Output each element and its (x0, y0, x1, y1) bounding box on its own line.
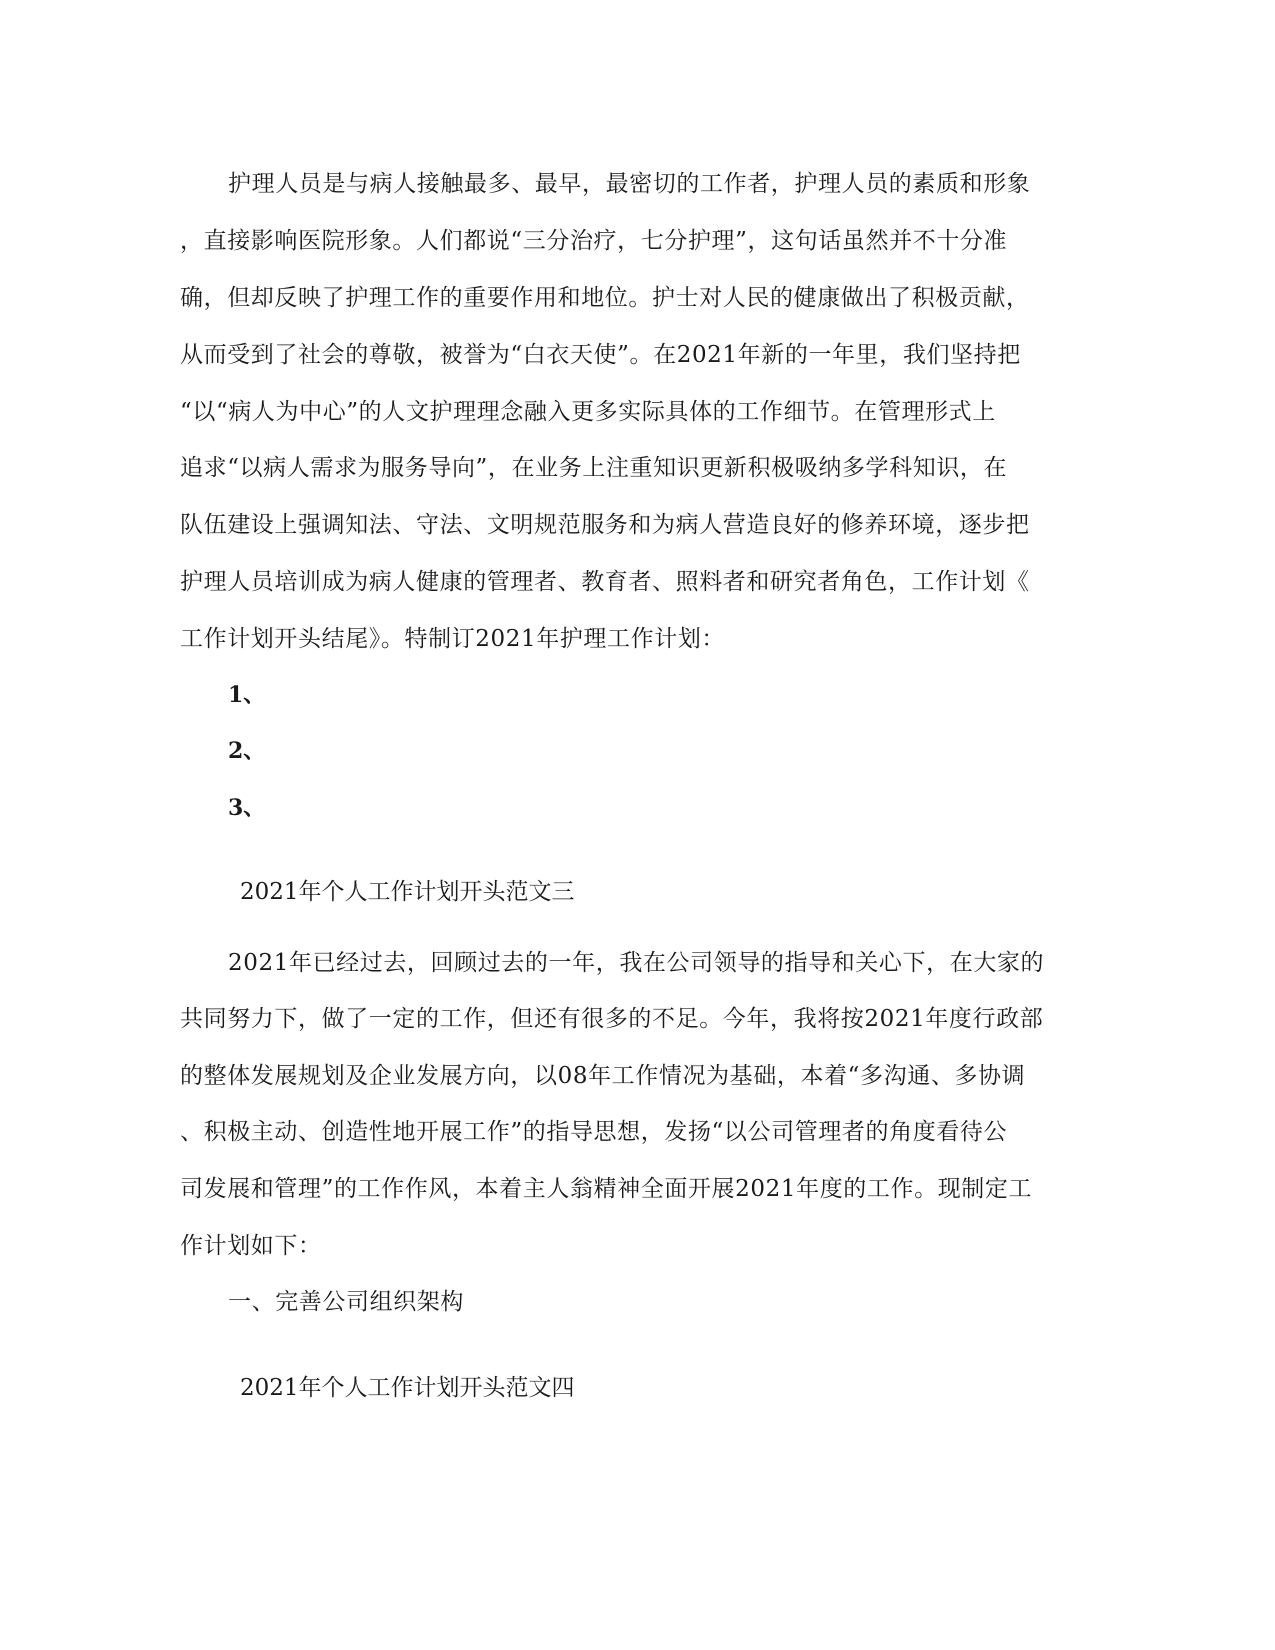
list-item-2: 2、 (228, 738, 266, 764)
paragraph-1-line-6: 追求“以病人需求为服务导向”，在业务上注重知识更新积极吸纳多学科知识，在 (180, 455, 1008, 481)
paragraph-1-line-8: 护理人员培训成为病人健康的管理者、教育者、照料者和研究者角色，工作计划《 (180, 569, 1030, 595)
list-item-3: 3、 (228, 795, 266, 821)
paragraph-1-line-5: “以“病人为中心”的人文护理理念融入更多实际具体的工作细节。在管理形式上 (180, 399, 996, 425)
paragraph-2-line-6: 作计划如下： (180, 1233, 322, 1259)
paragraph-1-line-2: ，直接影响医院形象。人们都说“三分治疗，七分护理”，这句话虽然并不十分准 (180, 228, 1008, 254)
section-item-1: 一、完善公司组织架构 (228, 1289, 464, 1315)
paragraph-1-line-7: 队伍建设上强调知法、守法、文明规范服务和为病人营造良好的修养环境，逐步把 (180, 512, 1030, 538)
paragraph-2-line-3: 的整体发展规划及企业发展方向，以08年工作情况为基础，本着“多沟通、多协调 (180, 1063, 1026, 1089)
paragraph-2-line-2: 共同努力下，做了一定的工作，但还有很多的不足。今年，我将按2021年度行政部 (180, 1006, 1044, 1032)
paragraph-1-line-4: 从而受到了社会的尊敬，被誉为“白衣天使”。在2021年新的一年里，我们坚持把 (180, 342, 1021, 368)
paragraph-1-line-1: 护理人员是与病人接触最多、最早，最密切的工作者，护理人员的素质和形象 (228, 171, 1031, 197)
paragraph-2-line-5: 司发展和管理”的工作作风，本着主人翁精神全面开展2021年度的工作。现制定工 (180, 1176, 1033, 1202)
section-heading-4: 2021年个人工作计划开头范文四 (240, 1375, 575, 1401)
paragraph-1-line-3: 确，但却反映了护理工作的重要作用和地位。护士对人民的健康做出了积极贡献， (180, 285, 1030, 311)
paragraph-1-line-9: 工作计划开头结尾》。特制订2021年护理工作计划： (180, 626, 726, 652)
paragraph-2-line-1: 2021年已经过去，回顾过去的一年，我在公司领导的指导和关心下，在大家的 (228, 950, 1045, 976)
paragraph-2-line-4: 、积极主动、创造性地开展工作”的指导思想，发扬“以公司管理者的角度看待公 (180, 1119, 1008, 1145)
list-item-1: 1、 (228, 682, 266, 708)
section-heading-3: 2021年个人工作计划开头范文三 (240, 879, 575, 905)
